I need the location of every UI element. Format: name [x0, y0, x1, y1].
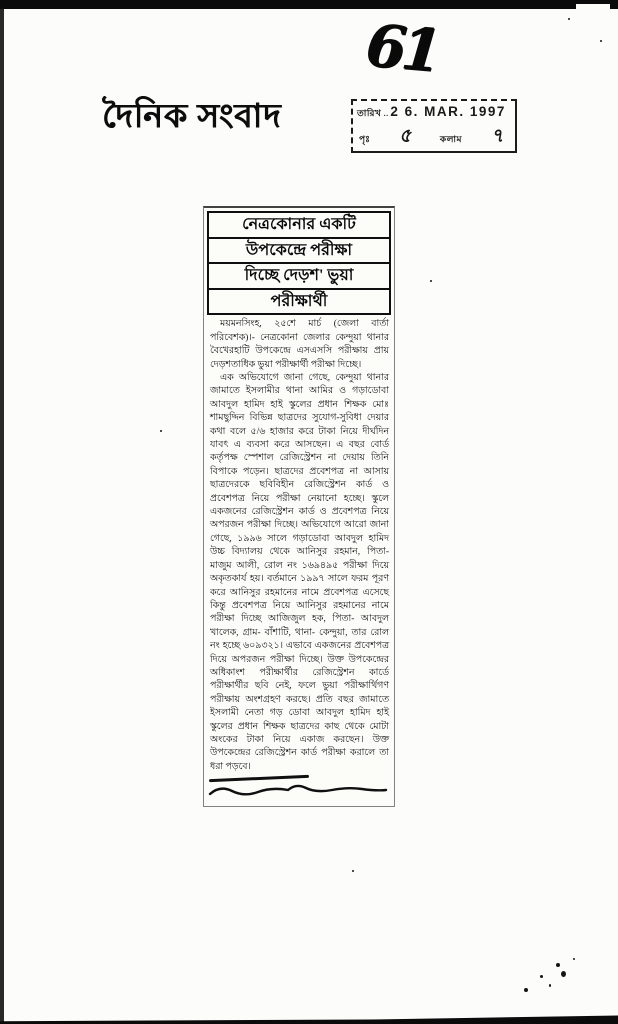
stamp-page-row	[357, 124, 511, 148]
date-stamp-box	[351, 99, 517, 153]
ink-speck	[430, 280, 432, 282]
ink-speck	[524, 988, 528, 992]
article-body	[204, 315, 394, 774]
ink-speck	[549, 984, 551, 987]
ink-speck	[573, 958, 575, 960]
page-edge-bottom	[0, 1014, 618, 1024]
page-edge-top	[0, 0, 618, 9]
news-clipping	[203, 206, 395, 807]
stamp-page-number-handwritten: ৫	[398, 124, 413, 148]
ink-speck	[556, 963, 560, 967]
headline-line-4: পরীক্ষার্থী	[270, 292, 328, 310]
article-paragraph-dateline: ময়মনসিংহ, ২৫শে মার্চ (জেলা বার্তা পরিবেশক)।- নেত্রকোনা জেলার কেন্দুয়া থানার বৈখেরহাটি উপকেন্দ্রে এসএসসি পরীক্ষায় প্রায় দেড়শতাধিক ভুয়া পরীক্ষার্থী পরীক্ষা দিচ্ছে।	[210, 319, 389, 370]
article-paragraph-main: এক অভিযোগে জানা গেছে, কেন্দুয়া থানার জামাতে ইসলামীর থানা আমির ও গড়াডোবা আবদুল হামিদ হাই স্কুলের প্রধান শিক্ষক মোঃ শামছুদ্দিন বিভিন্ন ছাত্রদের সুযোগ-সুবিধা দেয়ার কথা বলে ৫/৬ হাজার করে টাকা নিয়ে দীর্ঘদিন যাবৎ এ ব্যবসা করে আসছেন। এ বছর বোর্ড কর্তৃপক্ষ স্পেশাল রেজিস্ট্রেশন না দেয়ায় তিনি বিপাকে পড়েন। ছাত্রদের প্রবেশপত্র না আসায় ছাত্রদেরকে ছবিবিহীন রেজিস্ট্রেশন কার্ড ও প্রবেশপত্র নিয়ে পরীক্ষা নেয়ানো হচ্ছে। স্কুলে একজনের রেজিস্ট্রেশন কার্ড ও প্রবেশপত্র নিয়ে অপরজন পরীক্ষা দিচ্ছে। অভিযোগে আরো জানা গেছে, ১৯৯৬ সালে গড়াডোবা আবদুল হামিদ উচ্চ বিদ্যালয় থেকে আনিসুর রহমান, পিতা- মাজুম আলী, রোল নং ১৬৯৪৯৫ পরীক্ষা দিয়ে অকৃতকার্য হয়। বর্তমানে ১৯৯৭ সালে ফরম পূরণ করে আনিসুর রহমানের নামে প্রবেশপত্র এসেছে কিন্তু প্রবেশপত্র নিয়ে আনিসুর রহমানের নামে পরীক্ষা দিচ্ছে আজিজুল হক, পিতা- আবদুল খালেক, গ্রাম- বাঁশাটি, থানা- কেন্দুয়া, তার রোল নং হচ্ছে ৬০৯৩২১। এভাবে একজনের প্রবেশপত্র দিয়ে অপরজন পরীক্ষা দিচ্ছে। উক্ত উপকেন্দ্রের অধিকাংশ পরীক্ষার্থীর রেজিস্ট্রেশন কার্ডে পরীক্ষার্থীর ছবি নেই, ফলে ভুয়া পরীক্ষার্থিগণ পরীক্ষায় অংশগ্রহণ করছে। প্রতি বছর জামাতে ইসলামী নেতা গড় ডোবা আবদুল হামিদ হাই স্কুলের প্রধান শিক্ষক ছাত্রদের কাছ থেকে মোটা অংকের টাকা নিয়ে একাজ করছেন। উক্ত উপকেন্দ্রের রেজিস্ট্রেশন কার্ড পরীক্ষা করালে তা ধরা পড়বে।	[210, 373, 389, 772]
headline-line-1: নেত্রকোনার একটি	[209, 213, 389, 239]
stamp-column-number-handwritten: ৭	[489, 124, 504, 148]
ink-speck	[352, 870, 354, 872]
stamp-page-label: পৃঃ	[359, 134, 371, 144]
ink-speck	[600, 40, 602, 42]
headline-box	[207, 211, 391, 315]
ink-speck	[160, 430, 162, 432]
handwritten-page-number: 61	[363, 11, 440, 85]
stamp-date-row	[357, 104, 511, 121]
ink-speck	[561, 971, 566, 977]
pen-flourish-mark	[206, 782, 390, 798]
page-edge-left	[0, 0, 4, 1024]
stamp-column-label: কলাম	[439, 134, 463, 144]
ink-speck	[568, 18, 570, 20]
newspaper-masthead: দৈনিক সংবাদ	[102, 99, 282, 135]
stamp-date-value: 2 6. MAR. 1997	[390, 104, 506, 119]
stamp-dots: ..	[383, 108, 389, 119]
page-edge-notch	[576, 4, 610, 9]
headline-line-3: দিচ্ছে দেড়শ' ভুয়া	[209, 264, 389, 290]
headline-line-2: উপকেন্দ্রে পরীক্ষা	[209, 239, 389, 265]
stamp-date-label: তারিখ	[357, 108, 382, 118]
ink-speck	[540, 975, 543, 978]
